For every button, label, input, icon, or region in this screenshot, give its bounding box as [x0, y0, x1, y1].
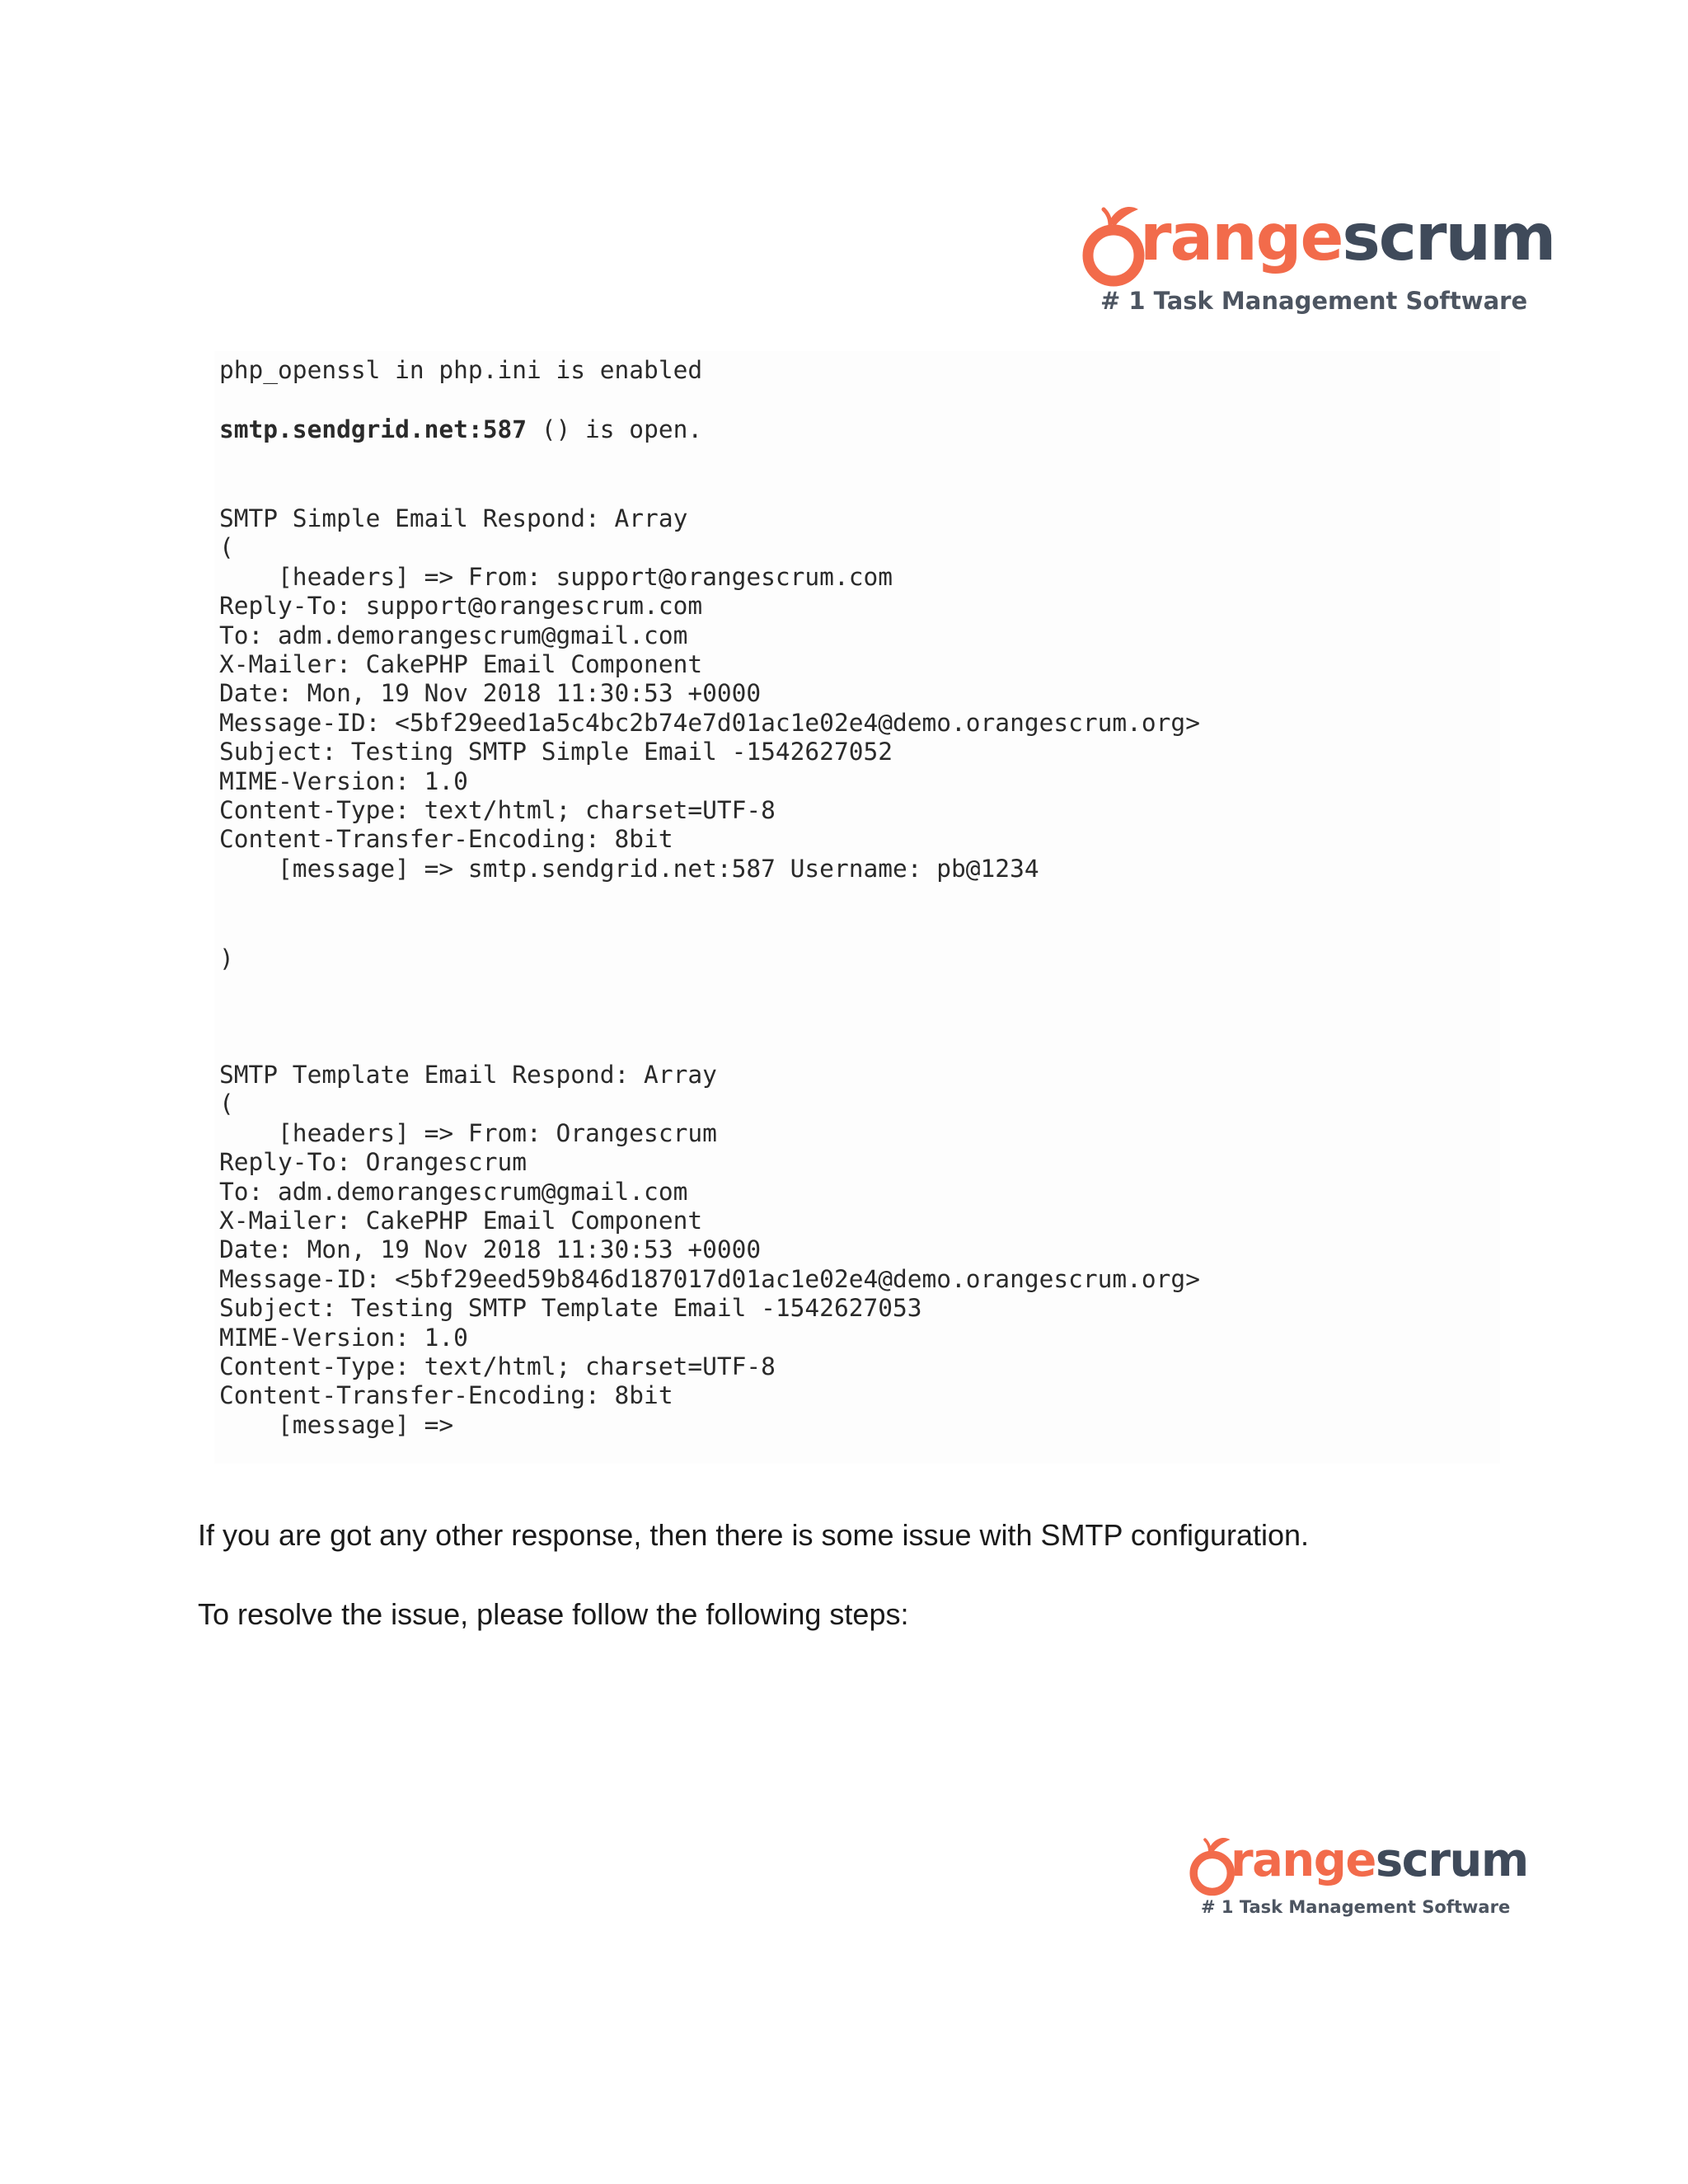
code-line: Subject: Testing SMTP Simple Email -1542627052 — [219, 738, 893, 766]
brand-range: range — [1140, 201, 1343, 275]
code-line: Subject: Testing SMTP Template Email -1542627053 — [219, 1294, 922, 1323]
code-line: Message-ID: <5bf29eed1a5c4bc2b74e7d01ac1e02e4@demo.orangescrum.org> — [219, 708, 1200, 737]
code-line: X-Mailer: CakePHP Email Component — [219, 1207, 703, 1235]
code-line: [headers] => From: Orangescrum — [219, 1118, 717, 1147]
brand-tagline: # 1 Task Management Software — [1100, 287, 1528, 315]
code-line: [message] => — [219, 1410, 454, 1439]
code-line: MIME-Version: 1.0 — [219, 1323, 468, 1352]
brand-wordmark — [1231, 1828, 1528, 1894]
code-line: Reply-To: Orangescrum — [219, 1148, 527, 1177]
simple-block-close: ) — [219, 944, 234, 972]
code-line: [headers] => From: support@orangescrum.com — [219, 562, 893, 591]
code-line: Content-Transfer-Encoding: 8bit — [219, 1381, 673, 1410]
code-line: SMTP Template Email Respond: Array — [219, 1061, 717, 1089]
openssl-status-line: php_openssl in php.ini is enabled — [219, 356, 703, 384]
code-line: Date: Mon, 19 Nov 2018 11:30:53 +0000 — [219, 1235, 762, 1264]
code-line: To: adm.demorangescrum@gmail.com — [219, 1177, 688, 1206]
orange-fruit-icon — [1076, 198, 1150, 288]
code-line: Reply-To: support@orangescrum.com — [219, 592, 703, 621]
paragraph-resolve-steps: To resolve the issue, please follow the following steps: — [198, 1597, 909, 1631]
orangescrum-logo-footer — [1184, 1831, 1528, 1922]
code-line: Date: Mon, 19 Nov 2018 11:30:53 +0000 — [219, 679, 762, 708]
brand-scrum: scrum — [1342, 201, 1555, 275]
simple-email-block — [219, 504, 1200, 883]
brand-scrum: scrum — [1375, 1834, 1528, 1887]
template-email-block — [219, 1061, 1200, 1440]
orangescrum-logo-header — [1076, 198, 1555, 321]
code-line: X-Mailer: CakePHP Email Component — [219, 650, 703, 679]
code-line: SMTP Simple Email Respond: Array — [219, 504, 688, 532]
code-line: Content-Type: text/html; charset=UTF-8 — [219, 1352, 776, 1381]
code-line: ( — [219, 1090, 234, 1118]
code-line: Content-Transfer-Encoding: 8bit — [219, 825, 673, 854]
paragraph-other-response: If you are got any other response, then there is some issue with SMTP configuration. — [198, 1518, 1310, 1552]
host-open-text: () is open. — [526, 415, 703, 443]
brand-tagline: # 1 Task Management Software — [1201, 1897, 1511, 1917]
code-line: To: adm.demorangescrum@gmail.com — [219, 621, 688, 649]
code-line: [message] => smtp.sendgrid.net:587 Username: pb@1234 — [219, 854, 1039, 883]
brand-wordmark — [1140, 193, 1554, 284]
code-line: Message-ID: <5bf29eed59b846d187017d01ac1e02e4@demo.orangescrum.org> — [219, 1264, 1200, 1293]
code-line: Content-Type: text/html; charset=UTF-8 — [219, 796, 776, 825]
host-address: smtp.sendgrid.net:587 — [219, 415, 527, 443]
code-line: ( — [219, 533, 234, 562]
brand-range: range — [1231, 1834, 1376, 1887]
code-line: MIME-Version: 1.0 — [219, 766, 468, 795]
host-status-line — [219, 415, 702, 444]
